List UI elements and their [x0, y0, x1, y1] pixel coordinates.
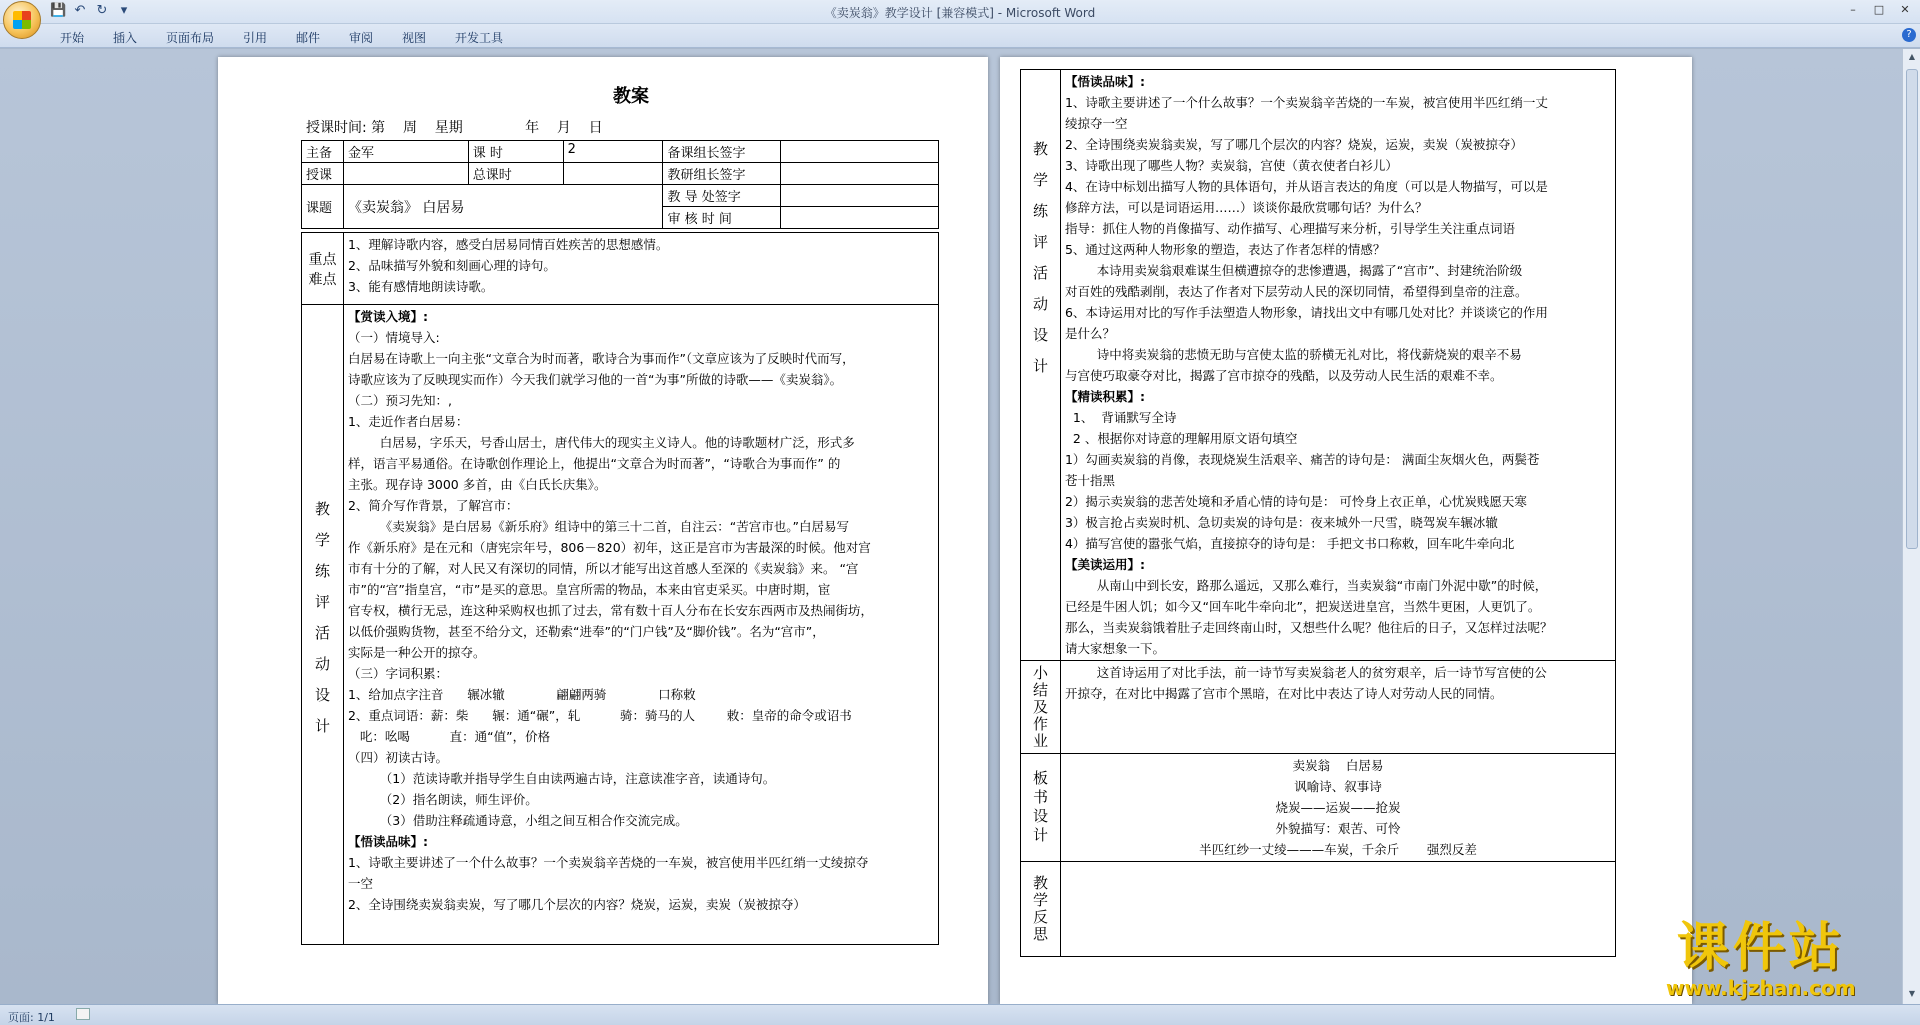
design-line: 官专权，横行无忌，连这种采购权也抓了过去，常有数十百人分布在长安东西两市及热闹街坊， [347, 603, 873, 618]
title-bar [0, 0, 1920, 24]
ribbon-tabs [0, 24, 1920, 48]
design-line: 1、诗歌主要讲述了一个什么故事？一个卖炭翁辛苦烧的一车炭，被宫使用半匹红绡一丈 [1064, 95, 1548, 110]
key-point: 2、品味描写外貌和刻画心理的诗句。 [347, 258, 556, 273]
summary-label-cell [1021, 661, 1061, 754]
design-line: 【美读运用】: [1064, 557, 1145, 572]
jiaodao-sign-value[interactable] [781, 185, 939, 207]
design-line: 市有十分的了解，对人民又有深切的同情，所以才能写出这首感人至深的《卖炭翁》来。 “宫 [347, 561, 859, 576]
design-line: 2、重点词语：薪：柴 辗：通“碾”，轧 骑：骑马的人 敕：皇帝的命令或诏书 [347, 708, 852, 723]
scroll-down-icon[interactable]: ▼ [1908, 989, 1916, 998]
design-label-2: 教学练评活动设计 [1030, 141, 1049, 389]
design-line: 1、走近作者白居易： [347, 414, 469, 429]
board-line: 半匹红纱一丈绫———车炭，千余斤 强烈反差 [1199, 842, 1477, 857]
beike-sign-label: 备课组长签字 [663, 141, 781, 163]
board-line: 卖炭翁 白居易 [1292, 758, 1384, 773]
watermark-text: 课件站 [1676, 918, 1845, 978]
board-line: 外貌描写：艰苦、可怜 [1275, 821, 1401, 836]
window-controls [1842, 2, 1916, 18]
office-button[interactable] [3, 1, 41, 39]
window-title: 《卖炭翁》教学设计 [兼容模式] - Microsoft Word [824, 6, 1096, 20]
design-line: （1）范读诗歌并指导学生自由读两遍古诗，注意读准字音，读通诗句。 [347, 771, 776, 786]
design-line: 5、通过这两种人物形象的塑造，表达了作者怎样的情感？ [1064, 242, 1386, 257]
design-line: 已经是牛困人饥；如今又“回车叱牛牵向北”，把炭送进皇宫，当然牛更困，人更饥了。 [1064, 599, 1541, 614]
keti-label: 课题 [302, 185, 344, 229]
board-line: 烧炭——运炭——抢炭 [1275, 800, 1401, 815]
page-1 [218, 57, 988, 1004]
design-line: 1、诗歌主要讲述了一个什么故事？一个卖炭翁辛苦烧的一车炭，被宫使用半匹红绡一丈绫掠夺 [347, 855, 869, 870]
design-label: 教学练评活动设计 [312, 500, 331, 749]
zongke-value[interactable] [563, 163, 663, 185]
design-line: 那么，当卖炭翁饿着肚子走回终南山时，又想些什么呢？他往后的日子，又怎样过法呢？ [1064, 620, 1553, 635]
watermark-logo [1666, 920, 1856, 1000]
design-line: 【精读积累】: [1064, 389, 1145, 404]
save-icon[interactable]: 💾 [50, 3, 67, 18]
header-table [301, 140, 939, 229]
design-line: 《卖炭翁》是白居易《新乐府》组诗中的第三十二首，自注云：“苦宫市也。”白居易写 [347, 519, 849, 534]
scroll-thumb[interactable] [1906, 69, 1918, 549]
design-line: （二）预习先知：, [347, 393, 452, 408]
design-line: 2、全诗围绕卖炭翁卖炭，写了哪几个层次的内容？烧炭，运炭，卖炭（炭被掠夺） [1064, 137, 1523, 152]
design-line: 样，语言平易通俗。在诗歌创作理论上，他提出“文章合为时而著”，“诗歌合为事而作” 的 [347, 456, 841, 471]
design-line: （一）情境导入: [347, 330, 440, 345]
beike-sign-value[interactable] [781, 141, 939, 163]
design-line: 市”的“宫”指皇宫，“市”是买的意思。皇宫所需的物品，本来由官吏采买。中唐时期，宦 [347, 582, 831, 597]
page2-table [1020, 69, 1616, 957]
design-line: 修辞方法，可以是词语运用……）谈谈你最欣赏哪句话？为什么？ [1064, 200, 1428, 215]
design-line: 1、给加点字注音 辗冰辙 翩翩两骑 口称敕 [347, 687, 696, 702]
design-line: 2、简介写作背景，了解宫市： [347, 498, 519, 513]
design-line: 诗歌应该为了反映现实而作）今天我们就学习他的一首“为事”所做的诗歌——《卖炭翁》。 [347, 372, 843, 387]
jiaodao-sign-label: 教 导 处签字 [663, 185, 781, 207]
tab-developer[interactable]: 开发工具 [455, 31, 504, 45]
design-line: 【悟读品味】: [1064, 74, 1145, 89]
zhubei-label: 主备 [302, 141, 344, 163]
shouke-label: 授课 [302, 163, 344, 185]
design-line: （四）初读古诗。 [347, 750, 448, 765]
page-count[interactable]: 页面: 1/1 [8, 1011, 55, 1024]
design-line: （3）借助注释疏通诗意，小组之间互相合作交流完成。 [347, 813, 688, 828]
maximize-icon[interactable]: □ [1873, 3, 1885, 16]
design-line: 2）揭示卖炭翁的悲苦处境和矛盾心情的诗句是： 可怜身上衣正单，心忧炭贱愿天寒 [1064, 494, 1527, 509]
tab-review[interactable]: 审阅 [349, 31, 374, 45]
design-line: 4）描写宫使的嚣张气焰，直接掠夺的诗句是： 手把文书口称敕，回车叱牛牵向北 [1064, 536, 1515, 551]
tab-references[interactable]: 引用 [243, 31, 268, 45]
design-line: 指导：抓住人物的肖像描写、动作描写、心理描写来分析，引导学生关注重点词语 [1064, 221, 1515, 236]
design-line: 4、在诗中标划出描写人物的具体语句，并从语言表达的角度（可以是人物描写，可以是 [1064, 179, 1548, 194]
class-time-line: 授课时间: 第 周 星期 年 月 日 [306, 120, 603, 136]
page-2 [1000, 57, 1692, 1004]
design-line: 从南山中到长安，路那么遥远，又那么难行，当卖炭翁“市南门外泥中歇”的时候， [1064, 578, 1548, 593]
design-line: 作《新乐府》是在元和（唐宪宗年号，806－820）初年，这正是宫市为害最深的时候。他对宫 [347, 540, 871, 555]
design-line: 诗中将卖炭翁的悲愤无助与宫使太监的骄横无礼对比，将伐薪烧炭的艰辛不易 [1064, 347, 1522, 362]
key-difficulty-label: 重点 难点 [302, 233, 344, 305]
design-label-cell [302, 305, 344, 945]
design-line: 【赏读入境】: [347, 309, 428, 324]
tab-view[interactable]: 视图 [402, 31, 427, 45]
design-line: 一空 [347, 876, 373, 891]
customize-icon[interactable]: ▾ [120, 3, 128, 18]
summary-line: 开掠夺，在对比中揭露了宫市个黑暗，在对比中表达了诗人对劳动人民的同情。 [1064, 686, 1503, 701]
board-line: 讽喻诗、叙事诗 [1294, 779, 1382, 794]
design-line: 是什么？ [1064, 326, 1115, 341]
reflect-label: 教学反思 [1030, 875, 1049, 943]
zongke-label: 总课时 [468, 163, 563, 185]
tab-mailings[interactable]: 邮件 [296, 31, 321, 45]
jiaoyan-sign-value[interactable] [781, 163, 939, 185]
redo-icon[interactable]: ↻ [96, 3, 108, 18]
board-content [1060, 754, 1615, 862]
watermark-url: www.kjzhan.com [1666, 976, 1856, 1000]
design-line: 主张。现存诗 3000 多首，由《白氏长庆集》。 [347, 477, 607, 492]
tab-page-layout[interactable]: 页面布局 [166, 31, 215, 45]
design-line: （三）字词积累： [347, 666, 448, 681]
design-line: 3、诗歌出现了哪些人物？卖炭翁，宫使（黄衣使者白衫儿） [1064, 158, 1398, 173]
key-point: 1、理解诗歌内容，感受白居易同情百姓疾苦的思想感情。 [347, 237, 669, 252]
key-point: 3、能有感情地朗读诗歌。 [347, 279, 494, 294]
jiaoyan-sign-label: 教研组长签字 [663, 163, 781, 185]
undo-icon[interactable]: ↶ [74, 3, 86, 18]
design-line: 以低价强购货物，甚至不给分文，还勒索“进奉”的“门户钱”及“脚价钱”。名为“宫市”， [347, 624, 825, 639]
key-points [343, 233, 938, 305]
design-line: 请大家想象一下。 [1064, 641, 1165, 656]
design-line: 绫掠夺一空 [1064, 116, 1128, 131]
zhubei-value: 金军 [343, 141, 468, 163]
close-icon[interactable]: ✕ [1900, 3, 1910, 16]
content-table [301, 232, 939, 945]
design-line: 对百姓的残酷剥削，表达了作者对下层劳动人民的深切同情，希望得到皇帝的注意。 [1064, 284, 1528, 299]
design-line: 叱：吆喝 直：通“值”，价格 [347, 729, 551, 744]
design-line: 白居易在诗歌上一向主张“文章合为时而著，歌诗合为事而作”（文章应该为了反映时代而写， [347, 351, 855, 366]
design-line: 1）勾画卖炭翁的肖像，表现烧炭生活艰辛、痛苦的诗句是： 满面尘灰烟火色，两鬓苍 [1064, 452, 1540, 467]
design-line: 苍十指黑 [1064, 473, 1115, 488]
shenhe-time-value[interactable] [781, 207, 939, 229]
design-line: 6、本诗运用对比的写作手法塑造人物形象，请找出文中有哪几处对比？并谈谈它的作用 [1064, 305, 1548, 320]
design-line: 与宫使巧取豪夺对比，揭露了宫市掠夺的残酷，以及劳动人民生活的艰难不幸。 [1064, 368, 1503, 383]
keshi-label: 课 时 [468, 141, 563, 163]
document-title: 教案 [613, 86, 649, 107]
board-label-cell [1021, 754, 1061, 862]
design-content [343, 305, 938, 945]
tab-home[interactable]: 开始 [60, 31, 85, 45]
status-bar [0, 1004, 1920, 1025]
proofing-icon[interactable] [76, 1008, 90, 1020]
keshi-value: 2 [563, 141, 663, 163]
design-line: 3）极言抢占卖炭时机、急切卖炭的诗句是：夜来城外一尺雪，晓驾炭车辗冰辙 [1064, 515, 1498, 530]
scroll-up-icon[interactable]: ▲ [1908, 52, 1916, 61]
design-line: 实际是一种公开的掠夺。 [347, 645, 486, 660]
office-logo-icon [13, 11, 31, 29]
minimize-icon[interactable]: – [1850, 3, 1856, 16]
design-line: 【悟读品味】: [347, 834, 428, 849]
reflect-label-cell [1021, 862, 1061, 957]
design-line: 2、全诗围绕卖炭翁卖炭，写了哪几个层次的内容？烧炭，运炭，卖炭（炭被掠夺） [347, 897, 806, 912]
document-workspace [0, 49, 1902, 1004]
shenhe-time-label: 审 核 时 间 [663, 207, 781, 229]
design-content-2 [1060, 70, 1615, 661]
summary-line: 这首诗运用了对比手法，前一诗节写卖炭翁老人的贫穷艰辛，后一诗节写宫使的公 [1064, 665, 1547, 680]
design-line: 2 、根据你对诗意的理解用原文语句填空 [1064, 431, 1298, 446]
shouke-value[interactable] [343, 163, 468, 185]
design-line: 1、 背诵默写全诗 [1064, 410, 1177, 425]
design-line: 白居易，字乐天，号香山居士，唐代伟大的现实主义诗人。他的诗歌题材广泛，形式多 [347, 435, 855, 450]
board-label: 板书设计 [1030, 769, 1049, 846]
tab-insert[interactable]: 插入 [113, 31, 138, 45]
reflect-content[interactable] [1060, 862, 1615, 957]
help-icon[interactable]: ? [1902, 28, 1916, 42]
summary-label: 小结及作业 [1030, 664, 1049, 750]
design-line: （2）指名朗读，师生评价。 [347, 792, 538, 807]
vertical-scrollbar[interactable] [1902, 49, 1920, 1004]
design-label-cell-2 [1021, 70, 1061, 661]
design-line: 本诗用卖炭翁艰难谋生但横遭掠夺的悲惨遭遇，揭露了“宫市”、封建统治阶级 [1064, 263, 1523, 278]
summary-content [1060, 661, 1615, 754]
keti-value: 《卖炭翁》 白居易 [343, 185, 662, 229]
